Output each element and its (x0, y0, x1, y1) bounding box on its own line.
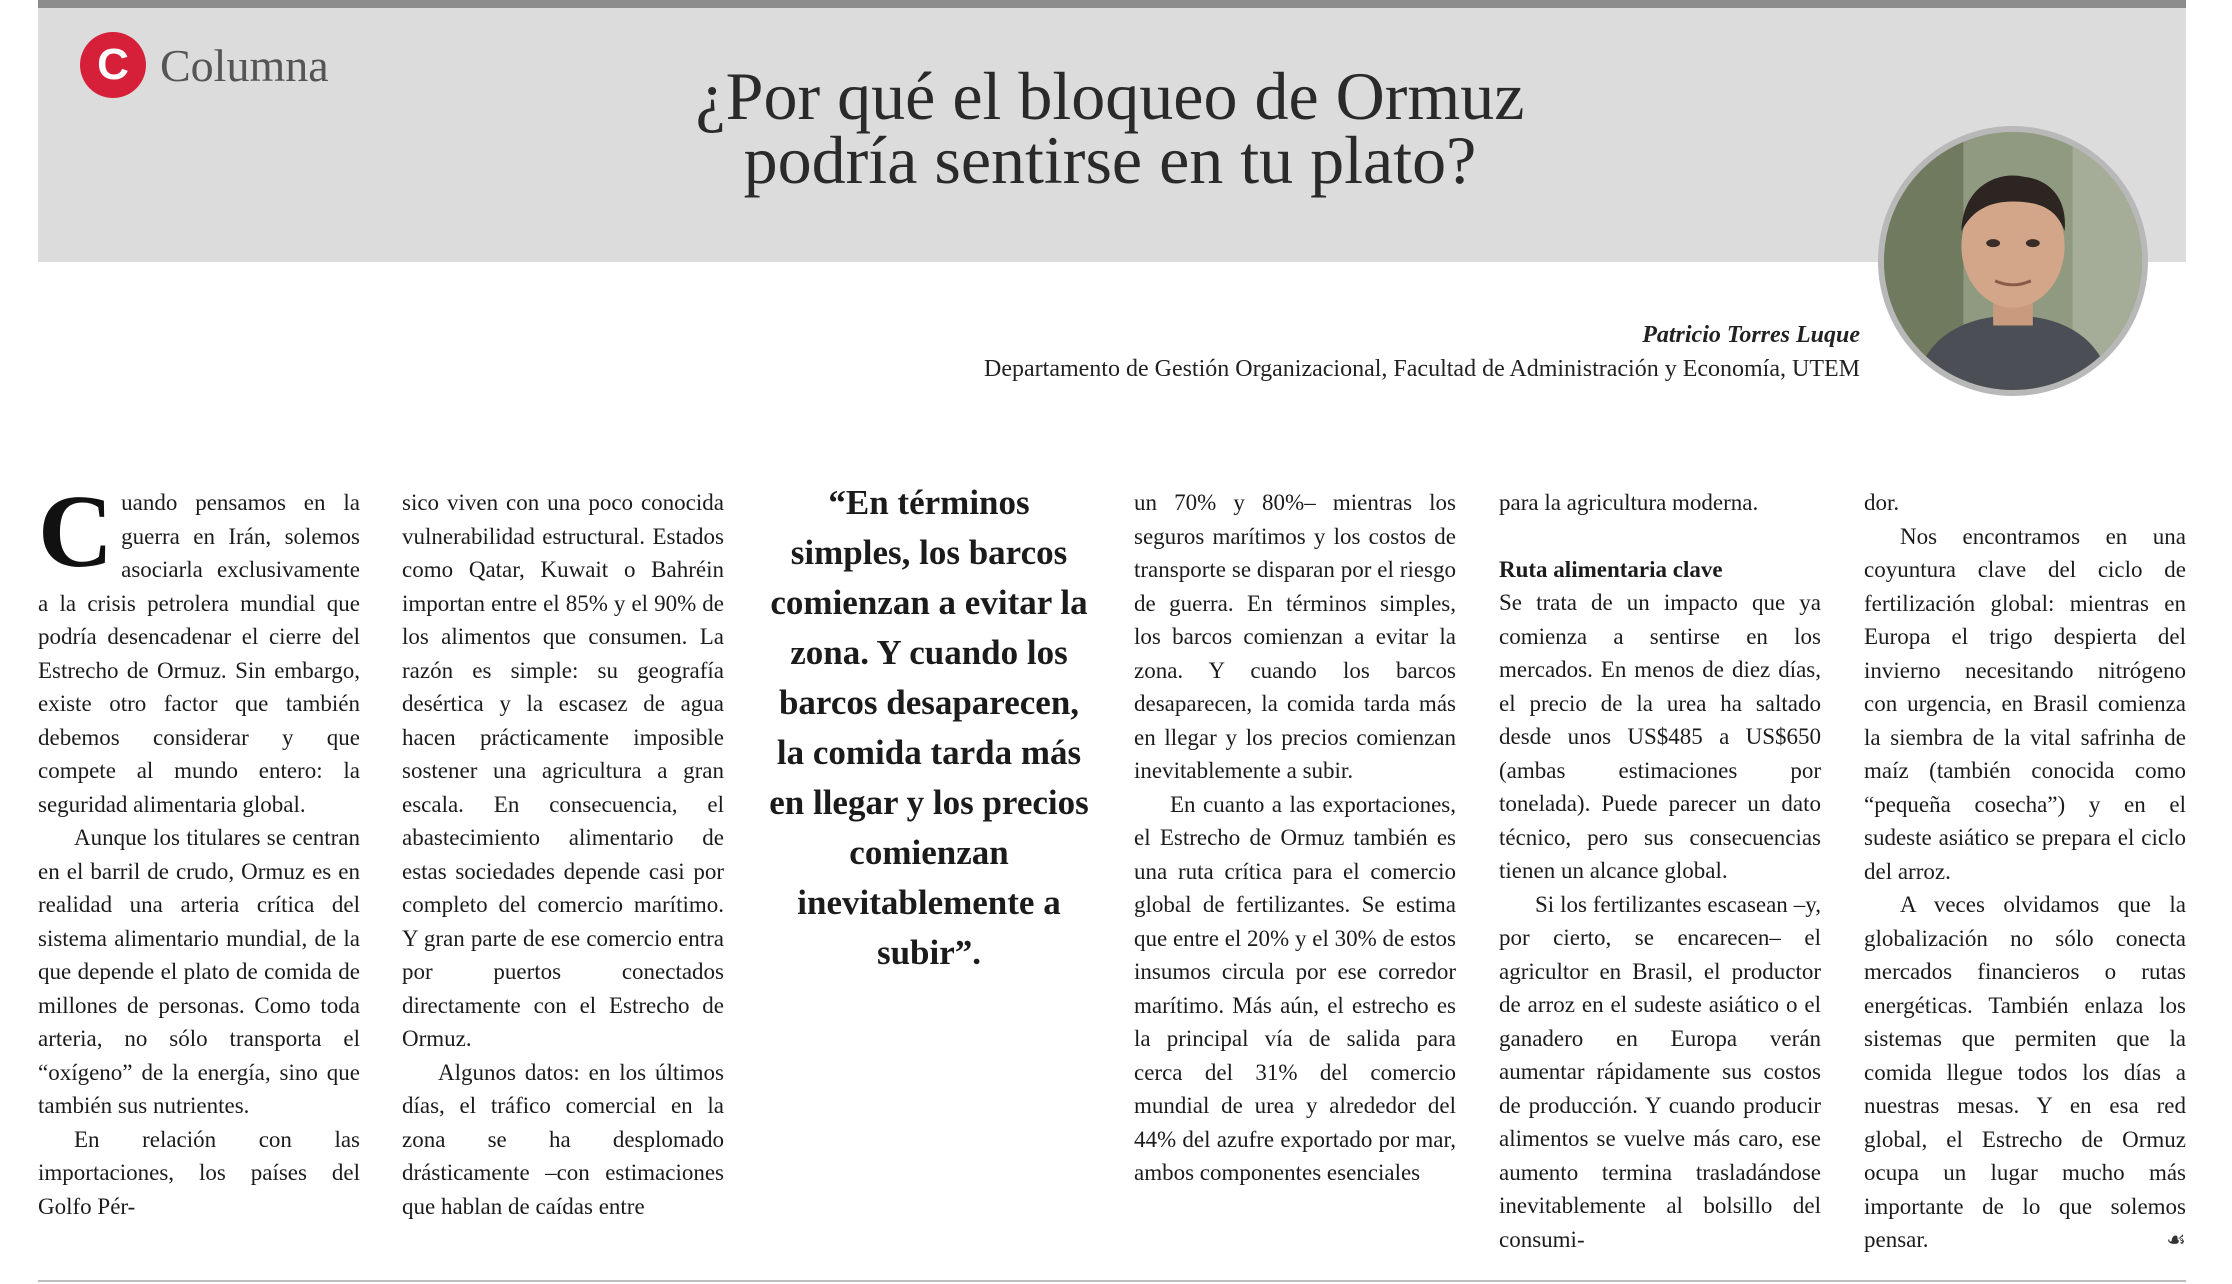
article-column-1 (38, 474, 360, 1223)
author-affiliation: Departamento de Gestión Organizacional, Facultad de Administración y Economía, UTEM (984, 356, 1860, 382)
article-column-6 (1864, 486, 2186, 1257)
article-paragraph (38, 474, 360, 821)
author-photo (1878, 126, 2148, 396)
article-column-4 (1134, 486, 1456, 1190)
headline-line-1: ¿Por qué el bloqueo de Ormuz (695, 58, 1525, 134)
article-paragraph: dor. (1864, 490, 1900, 515)
drop-cap: C (38, 474, 114, 589)
article-paragraph: Si los fertilizantes escasean –y, por cierto, se encarecen– el agricultor en Brasil, el productor de arroz en el sudeste asiático o el ganadero en Europa verán aumentar rápidamente sus costos de producción. Y cuando producir alimentos se vuelve más caro, ese aumento termina trasladándose inevitablemente al bolsillo del consumi- (1499, 891, 1821, 1252)
paragraph-text: A veces olvidamos que la globalización no sólo conecta mercados financieros o rutas energéticas. También enlaza los sistemas que permiten que la comida llegue todos los días a nuestras mesas. Y en esa red global, el Estrecho de Ormuz ocupa un lugar mucho más importante de lo que solemos pensar. (1864, 892, 2186, 1252)
article-paragraph: Se trata de un impacto que ya comienza a sentirse en los mercados. En menos de diez días, el precio de la urea ha saltado desde unos US$485 a US$650 (ambas estimaciones por tonelada). Puede parecer un dato técnico, pero sus consecuencias tienen un alcance global. (1499, 590, 1821, 883)
byline (984, 318, 1860, 386)
top-rule (38, 0, 2186, 8)
article-paragraph: En relación con las importaciones, los países del Golfo Pér- (38, 1126, 360, 1219)
subheading: Ruta alimentaria clave (1499, 556, 1723, 582)
section-badge-icon: C (80, 32, 146, 98)
article-paragraph (1864, 888, 2186, 1257)
headline-line-2: podría sentirse en tu plato? (743, 122, 1477, 198)
pull-quote: “En términos simples, los barcos comienzan a evitar la zona. Y cuando los barcos desaparecen, la comida tarda más en llegar y los precios comienzan inevitablemente a subir”. (769, 483, 1089, 972)
paragraph-text: uando pensamos en la guerra en Irán, solemos asociarla exclusivamente a la crisis petrolera mundial que podría desencadenar el cierre del Estrecho de Ormuz. Sin embargo, existe otro factor que también debemos considerar y que compete al mundo entero: la seguridad alimentaria global. (38, 490, 360, 817)
article-column-2 (402, 486, 724, 1223)
article-paragraph: Nos encontramos en una coyuntura clave del ciclo de fertilización global: mientras en Europa el trigo despierta del invierno necesitando nitrógeno con urgencia, en Brasil comienza la siembra de la vital safrinha de maíz (también conocida como “pequeña cosecha”) y en el sudeste asiático se prepara el ciclo del arroz. (1864, 523, 2186, 884)
section-name: Columna (160, 39, 329, 91)
article-column-5 (1499, 486, 1821, 1256)
headline (480, 58, 1740, 198)
bottom-rule (38, 1280, 2186, 1282)
article-paragraph: En cuanto a las exportaciones, el Estrecho de Ormuz también es una ruta crítica para el comercio global de fertilizantes. Se estima que entre el 20% y el 30% de estos insumos circula por ese corredor marítimo. Más aún, el estrecho es la principal vía de salida para cerca del 31% del comercio mundial de urea y alrededor del 44% del azufre exportado por mar, ambos componentes esenciales (1134, 791, 1456, 1185)
article-paragraph: para la agricultura moderna. (1499, 490, 1759, 515)
article-paragraph: Algunos datos: en los últimos días, el tráfico comercial en la zona se ha desplomado drásticamente –con estimaciones que hablan de caídas entre (402, 1059, 724, 1219)
section-tag (80, 32, 329, 98)
end-of-article-icon: ☙ (2166, 1227, 2186, 1252)
article-paragraph: sico viven con una poco conocida vulnerabilidad estructural. Estados como Qatar, Kuwait o Bahréin importan entre el 85% y el 90% de los alimentos que consumen. La razón es simple: su geografía desértica y la escasez de agua hacen prácticamente imposible sostener una agricultura a gran escala. En consecuencia, el abastecimiento alimentario de estas sociedades depende casi por completo del comercio marítimo. Y gran parte de ese comercio entra por puertos conectados directamente con el Estrecho de Ormuz. (402, 490, 724, 1051)
article-paragraph: un 70% y 80%– mientras los seguros marítimos y los costos de transporte se disparan por el riesgo de guerra. En términos simples, los barcos comienzan a evitar la zona. Y cuando los barcos desaparecen, la comida tarda más en llegar y los precios comienzan inevitablemente a subir. (1134, 490, 1456, 783)
article-paragraph: Aunque los titulares se centran en el barril de crudo, Ormuz es en realidad una arteria crítica del sistema alimentario mundial, de la que depende el plato de comida de millones de personas. Como toda arteria, no sólo transporta el “oxígeno” de la energía, sino que también sus nutrientes. (38, 825, 360, 1118)
author-name: Patricio Torres Luque (1642, 322, 1860, 348)
author-portrait-icon (1884, 132, 2142, 390)
